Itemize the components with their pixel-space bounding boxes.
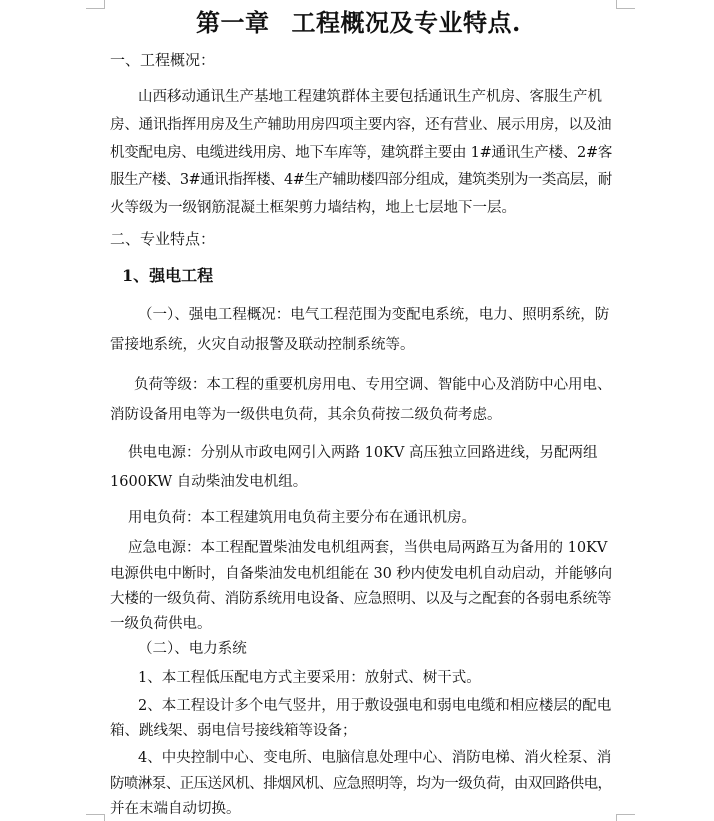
section1-line-4: 服生产楼、3#通讯指挥楼、4#生产辅助楼四部分组成，建筑类别为一类高层，耐 xyxy=(110,172,612,188)
item4-line-3: 并在末端自动切换。 xyxy=(110,801,241,817)
power-supply-line-1: 供电电源：分别从市政电网引入两路 10KV 高压独立回路进线，另配两组 xyxy=(128,445,598,461)
section1-line-3: 机变配电房、电缆进线用房、地下车库等，建筑群主要由 1#通讯生产楼、2#客 xyxy=(110,145,613,161)
chapter-title xyxy=(196,3,521,38)
section1-line-5: 火等级为一级钢筋混凝土框架剪力墙结构，地上七层地下一层。 xyxy=(110,200,516,216)
load-grade-line-1: 负荷等级：本工程的重要机房用电、专用空调、智能中心及消防中心用电、 xyxy=(134,377,612,393)
crop-mark-bottom-right xyxy=(616,814,635,821)
overview-line-2: 雷接地系统，火灾自动报警及联动控制系统等。 xyxy=(110,337,415,353)
chapter-name: 工程概况及专业特点. xyxy=(291,8,521,37)
section2-heading: 二、专业特点： xyxy=(110,230,216,248)
emergency-line-2: 电源供电中断时，自备柴油发电机组能在 30 秒内使发电机自动启动，并能够向 xyxy=(110,566,613,582)
crop-mark-top-right xyxy=(616,0,635,9)
chapter-number: 第一章 xyxy=(196,8,270,37)
overview-line-1: （一）、强电工程概况：电气工程范围为变配电系统，电力、照明系统，防 xyxy=(138,307,610,323)
crop-mark-top-left xyxy=(86,0,105,9)
section1-heading: 一、工程概况： xyxy=(110,51,216,69)
power-supply-line-2: 1600KW 自动柴油发电机组。 xyxy=(110,474,308,490)
emergency-line-1: 应急电源：本工程配置柴油发电机组两套，当供电局两路互为备用的 10KV xyxy=(128,540,608,556)
load-distribution-line: 用电负荷：本工程建筑用电负荷主要分布在通讯机房。 xyxy=(128,510,476,526)
subsection1-heading: 1、强电工程 xyxy=(122,266,214,285)
emergency-line-3: 大楼的一级负荷、消防系统用电设备、应急照明、以及与之配套的各弱电系统等 xyxy=(110,591,612,607)
load-grade-line-2: 消防设备用电等为一级供电负荷，其余负荷按二级负荷考虑。 xyxy=(110,407,502,423)
item2-line-2: 箱、跳线架、弱电信号接线箱等设备； xyxy=(110,723,357,739)
power-system-heading: （二）、电力系统 xyxy=(138,641,247,657)
item4-line-2: 防喷淋泵、正压送风机、排烟风机、应急照明等，均为一级负荷，由双回路供电， xyxy=(110,776,612,792)
crop-mark-bottom-left xyxy=(86,814,105,821)
section1-line-1: 山西移动通讯生产基地工程建筑群体主要包括通讯生产机房、客服生产机 xyxy=(138,89,602,105)
item2-line-1: 2、本工程设计多个电气竖井，用于敷设强电和弱电电缆和相应楼层的配电 xyxy=(138,698,612,714)
item1-line: 1、本工程低压配电方式主要采用：放射式、树干式。 xyxy=(138,670,481,686)
emergency-line-4: 一级负荷供电。 xyxy=(110,616,212,632)
item4-line-1: 4、中央控制中心、变电所、电脑信息处理中心、消防电梯、消火栓泵、消 xyxy=(138,750,612,766)
section1-line-2: 房、通讯指挥用房及生产辅助用房四项主要内容，还有营业、展示用房，以及油 xyxy=(110,117,612,133)
